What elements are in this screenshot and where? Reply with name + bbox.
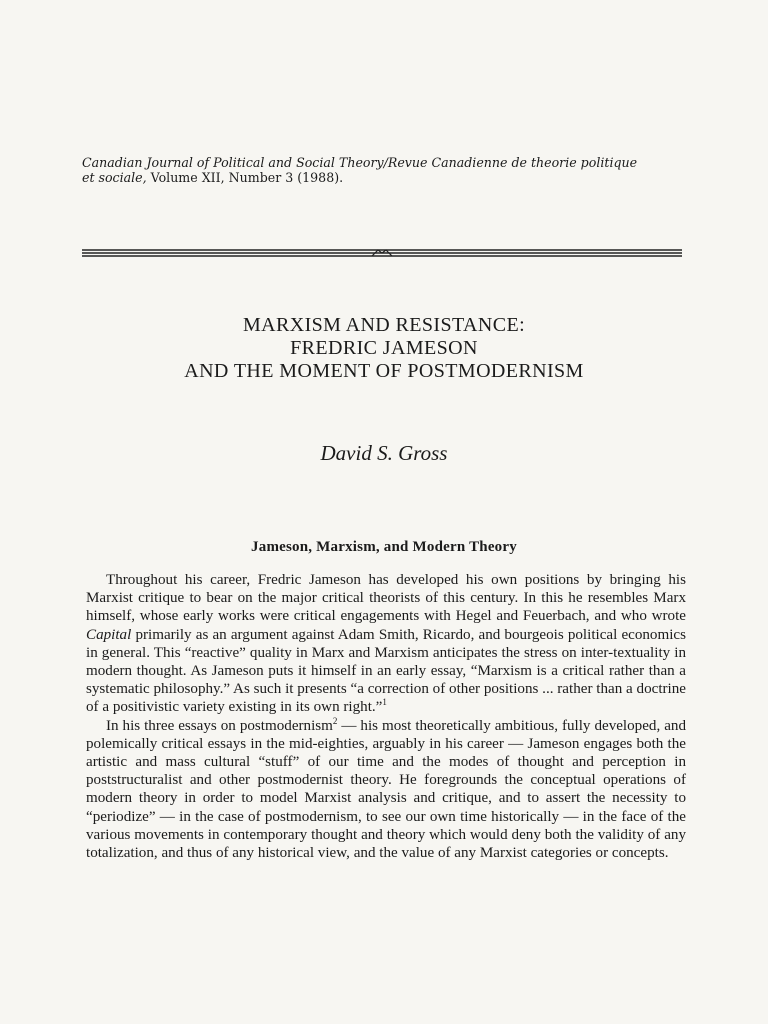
footnote-marker-1: 1 bbox=[382, 697, 387, 708]
section-heading: Jameson, Marxism, and Modern Theory bbox=[251, 539, 517, 555]
article-title bbox=[0, 314, 768, 383]
journal-citation-line-2 bbox=[82, 170, 702, 185]
paragraph-2 bbox=[86, 717, 686, 863]
title-line-1: MARXISM AND RESISTANCE: bbox=[242, 314, 526, 336]
book-title-capital: Capital bbox=[86, 626, 132, 643]
ornamental-rule-graphic bbox=[82, 246, 682, 260]
paragraph-2-text-a: In his three essays on postmodernism bbox=[106, 717, 333, 734]
footnote-marker-2: 2 bbox=[332, 715, 338, 726]
journal-volume-info: Volume XII, Number 3 (1988). bbox=[146, 170, 344, 185]
author-name: David S. Gross bbox=[320, 441, 448, 465]
paragraph-1 bbox=[86, 571, 686, 717]
paragraph-1-text-a: Throughout his career, Fredric Jameson has developed his own positions by bringing his Marxist critique to bear on the major critical theorists of this century. In this he resembles Marx himself, whose early works were critical engagements with Hegel and Feuerbach, and who wrote bbox=[86, 572, 686, 625]
title-line-2: FREDRIC JAMESON bbox=[290, 337, 478, 359]
ornamental-rule bbox=[82, 246, 682, 260]
article-body bbox=[86, 571, 686, 862]
paragraph-1-text-b: primarily as an argument against Adam Smith, Ricardo, and bourgeois political economics in general. This “reactive” quality in Marx and Marxism anticipates the stress on inter-textuality in modern thought. As Jameson puts it himself in an early essay, “Marxism is a critical rather than a systematic philosophy.” As such it presents “a correction of other positions ... rather than a doctrine of a positivistic variety existing in its own right.” bbox=[86, 626, 686, 716]
journal-citation-line-1: Canadian Journal of Political and Social Theory/Revue Canadienne de theorie politique bbox=[82, 155, 638, 170]
paragraph-2-text-b: — his most theoretically ambitious, fully developed, and polemically critical essays in the mid-eighties, arguably in his career — Jameson engages both the artistic and mass cultural “stuff” of our time and the modes of thought and perception in poststructuralist and other postmodernist theory. He foregrounds the conceptual operations of modern theory in order to model Marxist analysis and critique, and to assert the necessity to “periodize” — in the case of postmodernism, to see our own time historically — in the face of the various movements in contemporary thought and theory which would deny both the validity of any totalization, and thus of any historical view, and the value of any Marxist categories or concepts. bbox=[86, 717, 686, 862]
journal-series-name: et sociale, bbox=[82, 170, 147, 185]
title-line-3: AND THE MOMENT OF POSTMODERNISM bbox=[184, 360, 584, 382]
journal-citation bbox=[82, 155, 702, 185]
